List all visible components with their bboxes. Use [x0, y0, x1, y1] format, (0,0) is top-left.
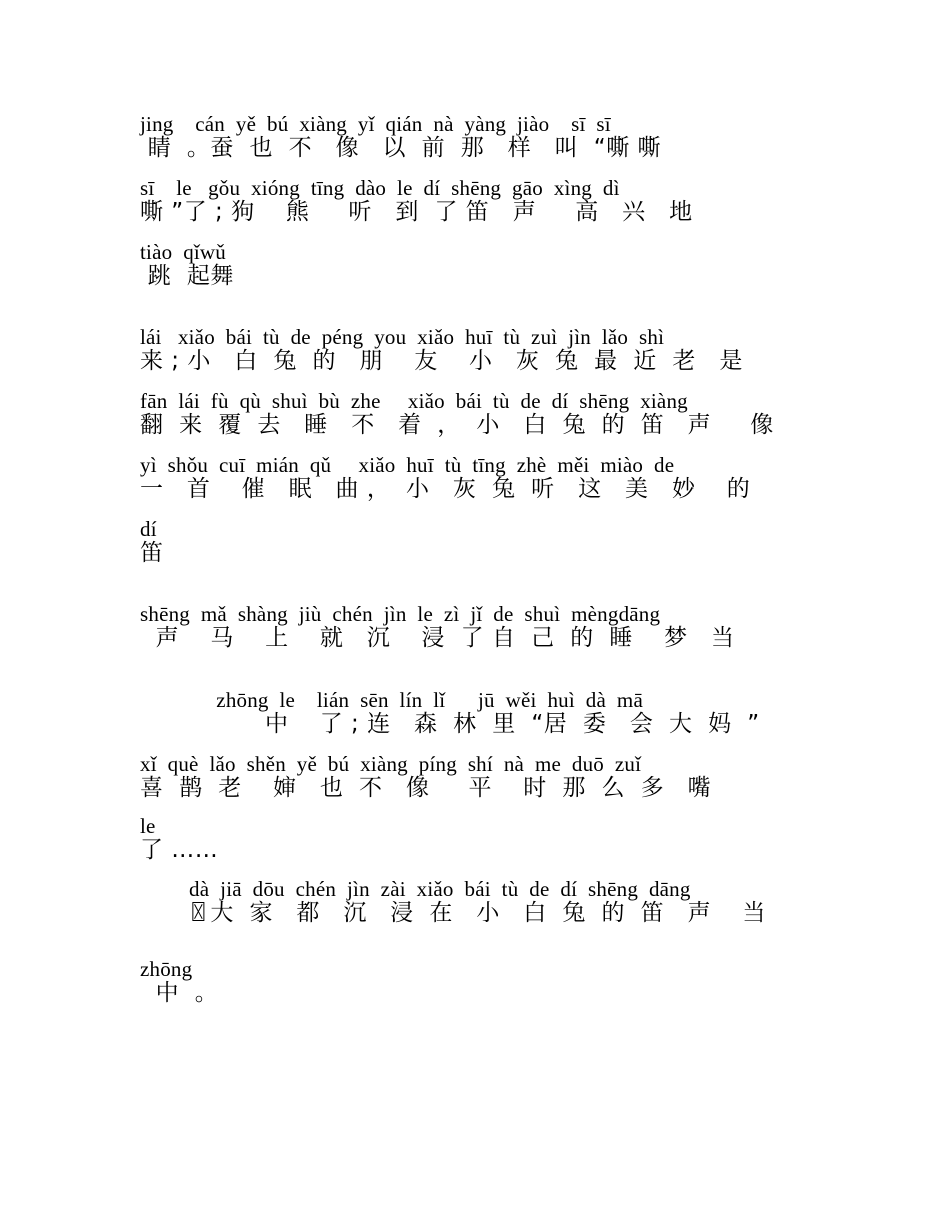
pinyin-line-13: zhōng	[140, 957, 193, 981]
pinyin-line-7: dí	[140, 517, 157, 541]
hanzi-line-11: 了 ……	[140, 837, 219, 863]
hanzi-line-7: 笛	[140, 540, 164, 566]
pinyin-line-11: le	[140, 814, 156, 838]
pinyin-line-9: zhōng le lián sēn lín lǐ jū wěi huì dà mā	[140, 688, 643, 712]
pinyin-line-4: lái xiǎo bái tù de péng you xiǎo huī tù zuì jìn lǎo shì	[140, 325, 665, 349]
hanzi-line-5: 翻 来 覆 去 睡 不 着 ， 小 白 兔 的 笛 声 像	[140, 412, 774, 438]
hanzi-line-1: 睛 。蚕 也 不 像 以 前 那 样 叫 “嘶 嘶	[140, 135, 662, 161]
pinyin-line-1: jing cán yě bú xiàng yǐ qián nà yàng jiào sī sī	[140, 112, 611, 136]
hanzi-line-3: 跳 起舞	[140, 263, 234, 289]
hanzi-line-13: 中 。	[140, 980, 219, 1006]
pinyin-line-2: sī le gǒu xióng tīng dào le dí shēng gāo xìng dì	[140, 176, 620, 200]
hanzi-line-8: 声 马 上 就 沉 浸 了 自 己 的 睡 梦 当	[140, 625, 735, 651]
pinyin-line-12: dà jiā dōu chén jìn zài xiǎo bái tù de dí shēng dāng	[140, 877, 691, 901]
hanzi-line-4: 来 ; 小 白 兔 的 朋 友 小 灰 兔 最 近 老 是	[140, 348, 743, 374]
hanzi-line-2: 嘶 ”了 ; 狗 熊 听 到 了 笛 声 高 兴 地	[140, 199, 693, 225]
pinyin-line-6: yì shǒu cuī mián qǔ xiǎo huī tù tīng zhè měi miào de	[140, 453, 675, 477]
pinyin-line-10: xǐ què lǎo shěn yě bú xiàng píng shí nà me duō zuǐ	[140, 752, 642, 776]
hanzi-line-6: 一 首 催 眠 曲 ， 小 灰 兔 听 这 美 妙 的	[140, 476, 751, 502]
pinyin-line-3: tiào qǐwǔ	[140, 240, 226, 264]
pinyin-line-5: fān lái fù qù shuì bù zhe xiǎo bái tù de dí shēng xiàng	[140, 389, 688, 413]
hanzi-line-9: 中 了 ; 连 森 林 里 “居 委 会 大 妈 ”	[140, 711, 760, 737]
hanzi-line-12: 〿大 家 都 沉 浸 在 小 白 兔 的 笛 声 当	[140, 900, 766, 926]
hanzi-line-10: 喜 鹊 老 婶 也 不 像 平 时 那 么 多 嘴	[140, 775, 712, 801]
pinyin-line-8: shēng mǎ shàng jiù chén jìn le zì jǐ de shuì mèngdāng	[140, 602, 661, 626]
